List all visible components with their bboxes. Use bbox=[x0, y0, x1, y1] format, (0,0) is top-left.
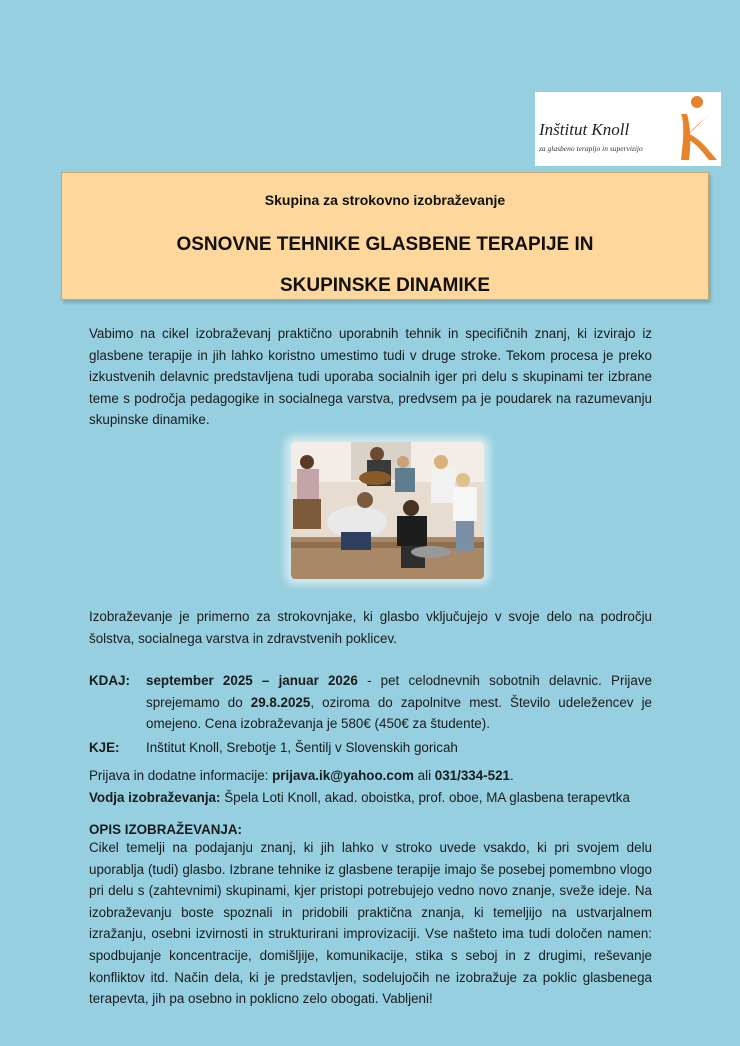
intro-paragraph: Vabimo na cikel izobraževanj praktično uporabnih tehnik in specifičnih znanj, ki izvirajo iz glasbene terapije in jih lahko koristno umestimo tudi v druge stroke. Tekom procesa je preko izkustvenih delavnic predstavljena tudi uporaba socialnih iger pri delu s skupinami ter izbrane teme s področja pedagogike in socialnega varstva, predvsem pa je poudarek na razumevanju skupinske dinamike. bbox=[89, 326, 652, 428]
where-label: KJE: bbox=[89, 740, 120, 755]
description-paragraph: Cikel temelji na podajanju znanj, ki jih lahko v stroko uvede vsakdo, ki pri svojem delu uporablja (tudi) glasbo. Izbrane tehnike iz glasbene terapije imajo še posebej pomembno vlogo pri delu s (zahtevnimi) skupinami, kjer pristopi potrebujejo vedno novo znanje, sveže ideje. Na izobraževanju boste spoznali in pridobili praktična znanja, ki temeljijo na ustvarjalnem izražanju, osebni izvirnosti in strukturirani improvizaciji. Vse našteto ima tudi določen namen: spodbujanje koncentracije, domišljije, komunikacije, stika s seboj in z drugimi, reševanje konfliktov itd. Način dela, ki je predstavljen, sodelujočih ne izobražuje za poklic glasbenega terapevta, jih pa osebno in poklicno zelo obogati. Vabljeni! bbox=[89, 840, 652, 1007]
when-rest: , oziroma do zapolnitve mest. Število udeležencev je omejeno. Cena izobraževanja je 580€ (450€ za študente). bbox=[146, 694, 653, 732]
institute-logo bbox=[535, 92, 721, 166]
contact-suffix: . bbox=[509, 768, 514, 783]
where-value: Inštitut Knoll, Srebotje 1, Šentilj v Slovenskih goricah bbox=[146, 740, 458, 755]
when-label: KDAJ: bbox=[89, 673, 130, 688]
leader-label: Vodja izobraževanja: bbox=[89, 790, 221, 805]
banner-title-line2: SKUPINSKE DINAMIKE bbox=[279, 275, 491, 296]
logo-name: Inštitut Knoll bbox=[539, 120, 630, 139]
where-block bbox=[89, 737, 652, 759]
contact-email[interactable]: prijava.ik@yahoo.com bbox=[272, 768, 414, 783]
contact-prefix: Prijava in dodatne informacije: bbox=[89, 768, 273, 783]
contact-line bbox=[89, 768, 514, 783]
leader-line bbox=[89, 790, 630, 805]
when-block bbox=[89, 670, 652, 736]
group-session-photo bbox=[291, 442, 484, 579]
logo-tagline: za glasbeno terapijo in supervizijo bbox=[539, 144, 643, 153]
when-deadline: 29.8.2025 bbox=[250, 694, 311, 710]
contact-middle: ali bbox=[413, 768, 435, 783]
banner-title-line1: OSNOVNE TEHNIKE GLASBENE TERAPIJE IN bbox=[176, 234, 594, 255]
logo-k-mark-icon bbox=[667, 94, 721, 164]
leader-value: Špela Loti Knoll, akad. oboistka, prof. oboe, MA glasbena terapevtka bbox=[220, 790, 630, 805]
when-dates: september 2025 – januar 2026 bbox=[146, 673, 358, 688]
banner-subtitle: Skupina za strokovno izobraževanje bbox=[264, 192, 506, 208]
title-banner bbox=[61, 172, 709, 300]
group-session-photo-illustration bbox=[291, 442, 484, 579]
when-desc: - pet celodnevnih sobotnih delavnic. Prijave sprejemamo do bbox=[146, 673, 652, 710]
when-value bbox=[146, 670, 652, 735]
contact-phone[interactable]: 031/334-521 bbox=[434, 768, 510, 783]
description-heading: OPIS IZOBRAŽEVANJA: bbox=[89, 822, 243, 837]
audience-paragraph: Izobraževanje je primerno za strokovnjake, ki glasbo vključujejo v svoje delo na področju šolstva, socialnega varstva in zdravstvenih poklicev. bbox=[89, 609, 652, 646]
